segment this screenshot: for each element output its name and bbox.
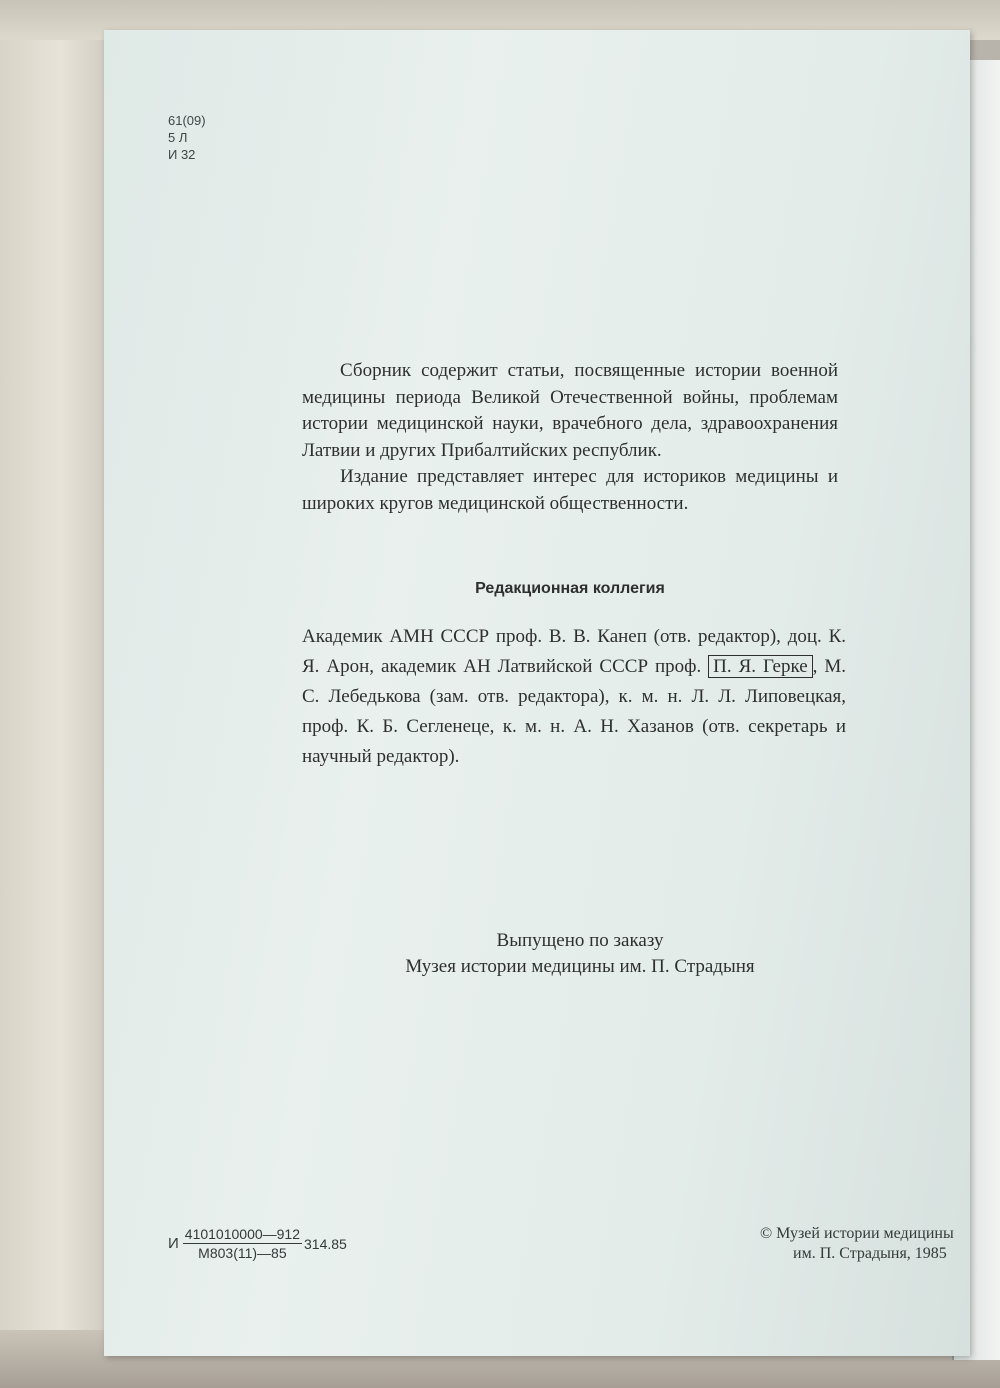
- publisher-order: [310, 928, 850, 980]
- abstract-paragraph: Сборник содержит статьи, посвященные истории военной медицины периода Великой Отечественной войны, проблемам истории медицинской науки, врачебного дела, здравоохранения Латвии и других Прибалтийских республик.: [302, 360, 838, 461]
- order-line: Музея истории медицины им. П. Страдыня: [405, 956, 755, 977]
- order-line: Выпущено по заказу: [496, 930, 664, 951]
- index-letter: И: [168, 1235, 179, 1252]
- copyright-line: им. П. Страдыня, 1985: [793, 1245, 947, 1262]
- abstract: [302, 358, 838, 517]
- catalog-index-code: [168, 1226, 347, 1261]
- copyright-notice: [760, 1224, 954, 1264]
- index-denominator: М803(11)—85: [198, 1245, 287, 1261]
- udc-code: И 32: [168, 147, 196, 162]
- index-numerator: 4101010000—912: [184, 1226, 301, 1242]
- udc-code: 61(09): [168, 113, 206, 128]
- editorial-board-text: , М. С. Лебедькова (зам. отв. редактора), к. м. н. Л. Л. Липовецкая, проф. К. Б. Сегленеце, к. м. н. А. Н. Хазанов (отв. секретарь и научный редактор).: [302, 656, 846, 767]
- editorial-board-heading: Редакционная коллегия: [475, 580, 665, 597]
- abstract-paragraph: Издание представляет интерес для историков медицины и широких кругов медицинской общественности.: [302, 466, 838, 514]
- copyright-line: © Музей истории медицины: [760, 1225, 954, 1242]
- udc-classification: [168, 112, 206, 163]
- framed-name: П. Я. Герке: [708, 655, 812, 678]
- book-cover-left: [0, 0, 110, 1388]
- index-fraction: [183, 1226, 302, 1261]
- udc-code: 5 Л: [168, 130, 188, 145]
- index-suffix: 314.85: [304, 1235, 347, 1252]
- editorial-board-list: [302, 622, 846, 772]
- editorial-board-text: Академик АМН СССР проф. В. В. Канеп (отв. редактор), доц. К. Я. Арон, академик АН Латвийской СССР проф.: [302, 626, 846, 677]
